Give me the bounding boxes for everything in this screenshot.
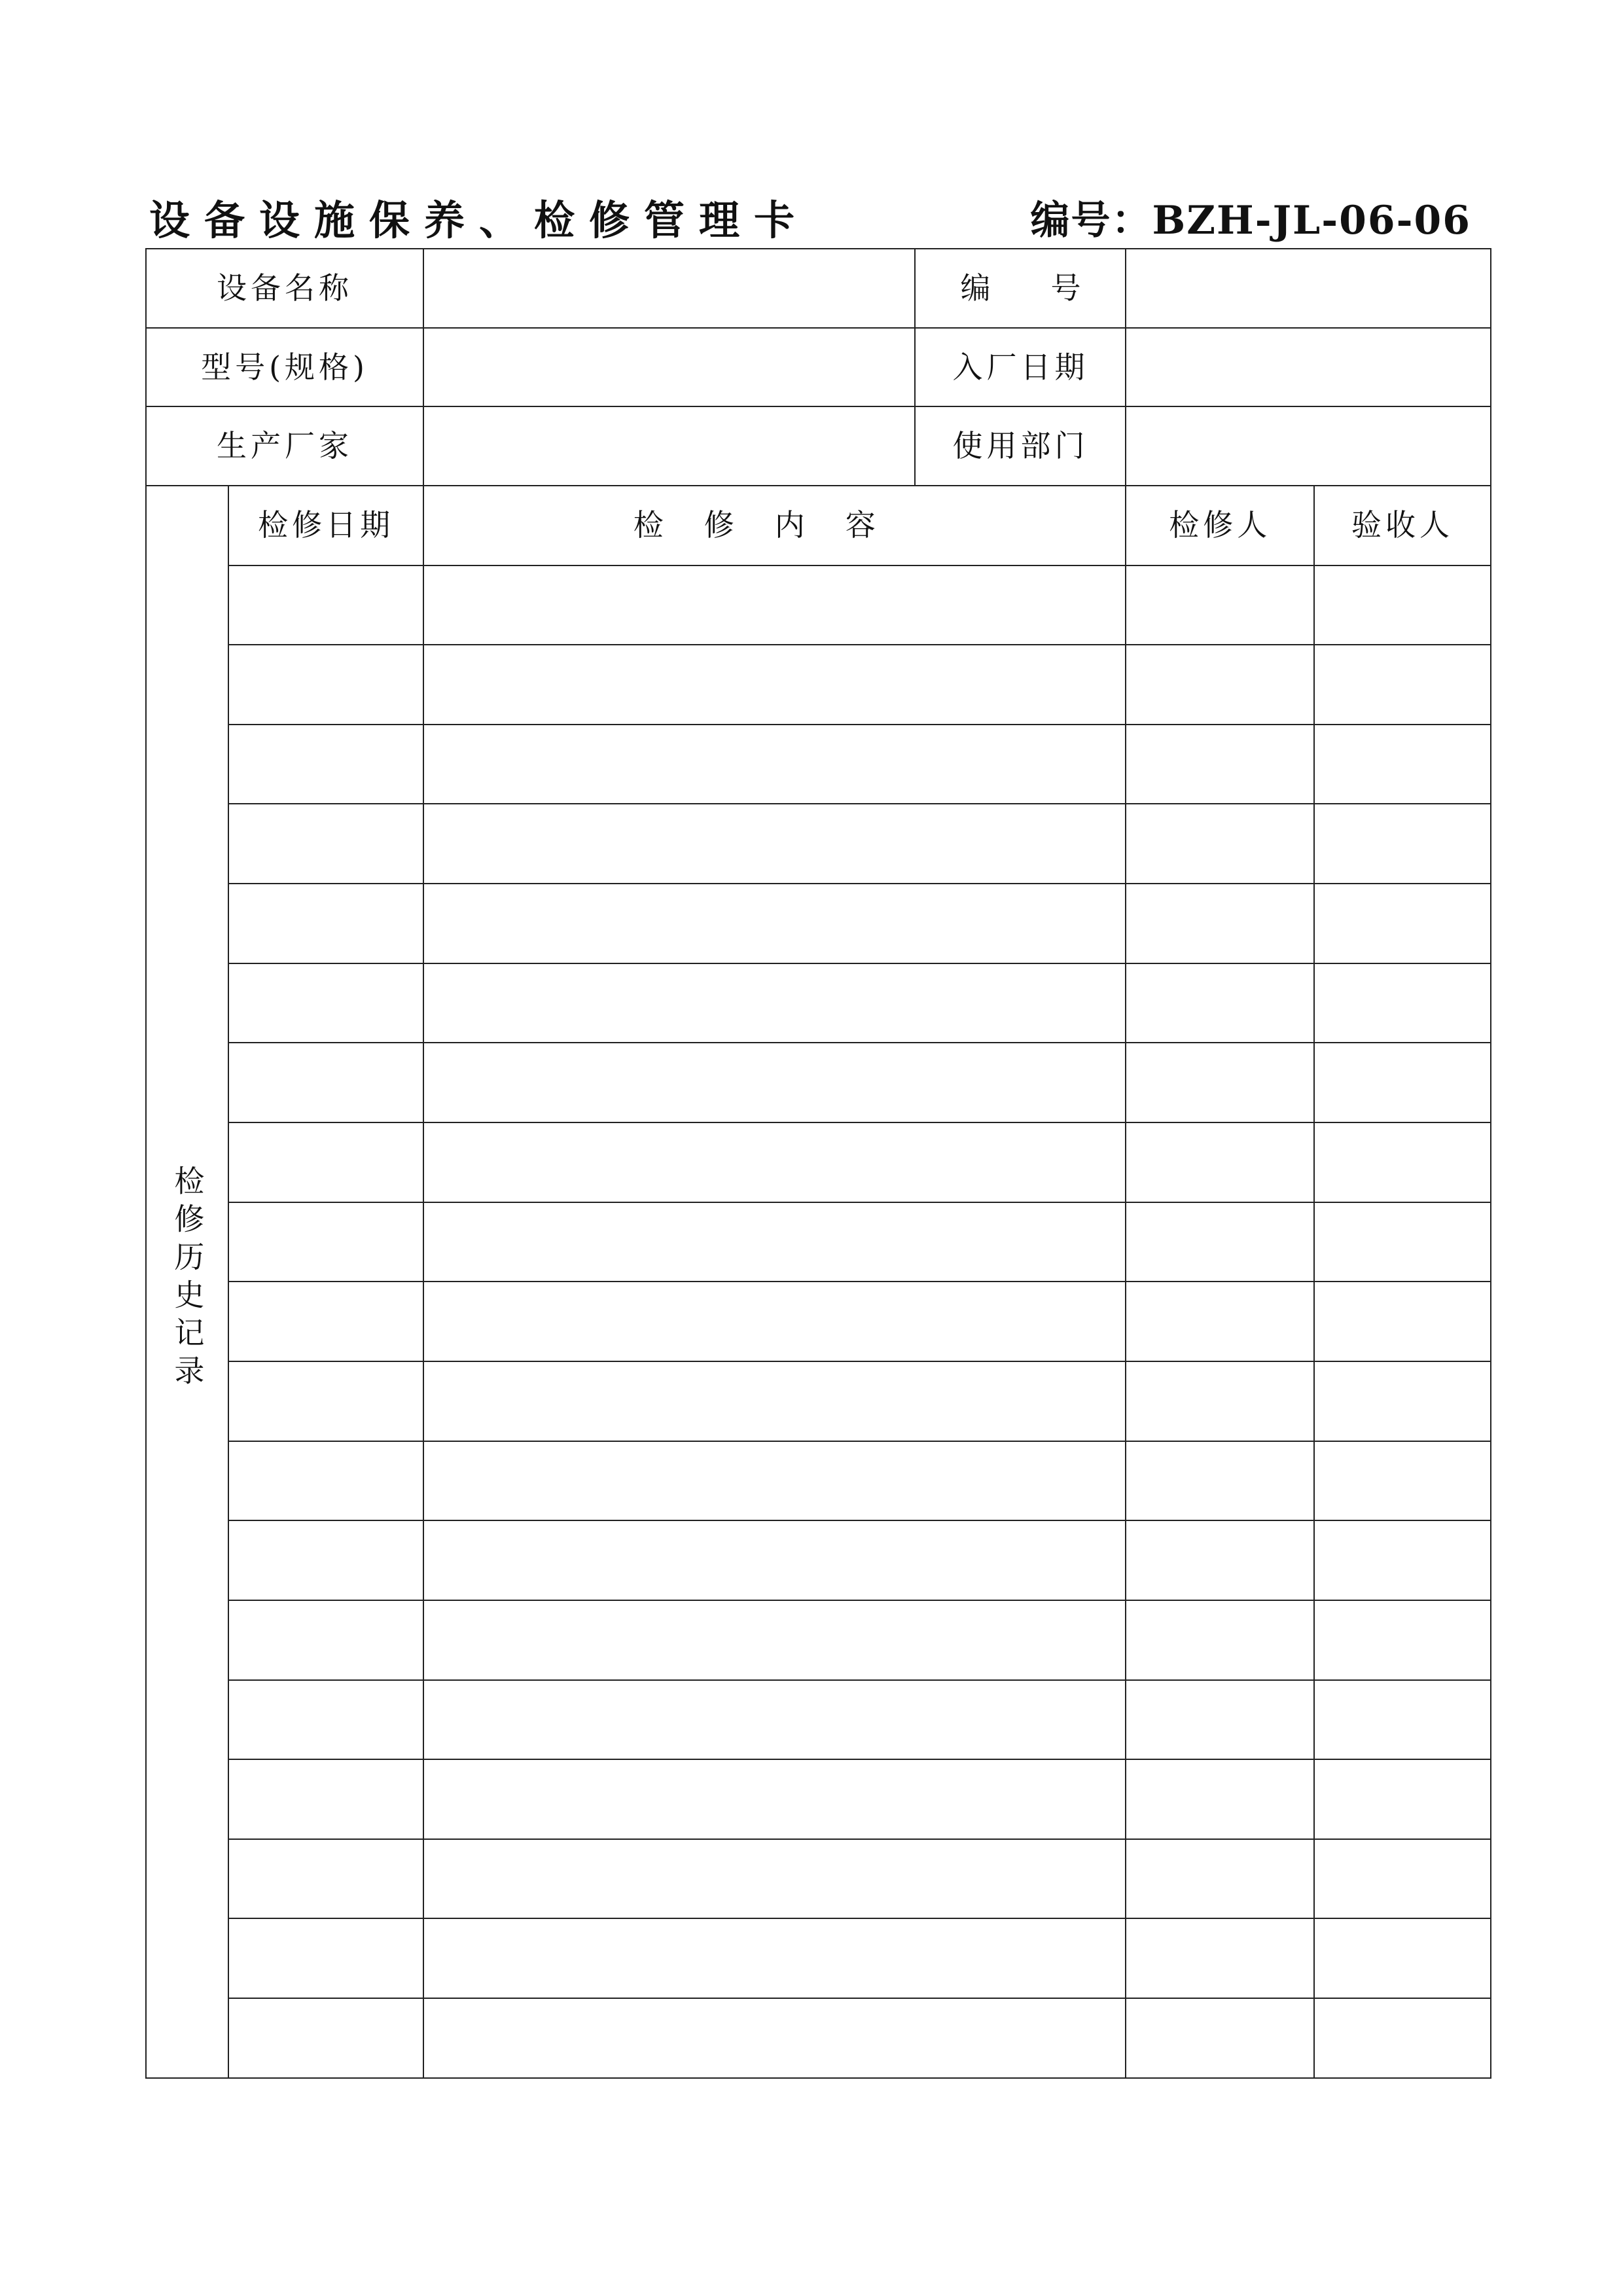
info-row-2 [146,328,1491,407]
history-acceptor-cell[interactable] [1314,1680,1491,1760]
history-repairer-cell[interactable] [1126,1759,1314,1839]
table-row [146,1520,1491,1600]
table-row [146,1202,1491,1282]
history-date-cell[interactable] [228,1520,423,1600]
table-row [146,1282,1491,1361]
history-content-cell[interactable] [423,963,1126,1043]
history-acceptor-cell[interactable] [1314,1282,1491,1361]
history-date-cell[interactable] [228,725,423,804]
history-repairer-cell[interactable] [1126,1122,1314,1202]
history-date-cell[interactable] [228,804,423,884]
history-content-cell[interactable] [423,804,1126,884]
table-row [146,565,1491,645]
table-row [146,1680,1491,1760]
history-acceptor-cell[interactable] [1314,963,1491,1043]
history-content-cell[interactable] [423,1998,1126,2078]
equipment-name-label: 设备名称 [146,249,423,328]
history-content-cell[interactable] [423,1759,1126,1839]
history-repairer-cell[interactable] [1126,884,1314,963]
model-field[interactable] [423,328,915,407]
table-row [146,1361,1491,1441]
history-acceptor-cell[interactable] [1314,725,1491,804]
table-row [146,1441,1491,1521]
table-row [146,725,1491,804]
history-repairer-cell[interactable] [1126,725,1314,804]
table-row [146,1122,1491,1202]
history-date-cell[interactable] [228,565,423,645]
column-header-repairer: 检修人 [1126,486,1314,565]
history-content-cell[interactable] [423,565,1126,645]
history-repairer-cell[interactable] [1126,1043,1314,1122]
history-content-cell[interactable] [423,1520,1126,1600]
history-acceptor-cell[interactable] [1314,1520,1491,1600]
number-field[interactable] [1126,249,1491,328]
history-repairer-cell[interactable] [1126,1998,1314,2078]
history-content-cell[interactable] [423,1361,1126,1441]
table-row [146,1600,1491,1680]
manufacturer-field[interactable] [423,406,915,486]
history-repairer-cell[interactable] [1126,565,1314,645]
history-date-cell[interactable] [228,963,423,1043]
history-acceptor-cell[interactable] [1314,1600,1491,1680]
history-repairer-cell[interactable] [1126,1520,1314,1600]
column-header-content: 检修内容 [423,486,1126,565]
manufacturer-label: 生产厂家 [146,406,423,486]
department-label: 使用部门 [915,406,1126,486]
history-acceptor-cell[interactable] [1314,804,1491,884]
history-header-row [146,486,1491,565]
history-repairer-cell[interactable] [1126,804,1314,884]
history-acceptor-cell[interactable] [1314,1361,1491,1441]
table-row [146,645,1491,725]
history-repairer-cell[interactable] [1126,1282,1314,1361]
history-repairer-cell[interactable] [1126,645,1314,725]
history-acceptor-cell[interactable] [1314,1202,1491,1282]
history-content-cell[interactable] [423,1282,1126,1361]
history-content-cell[interactable] [423,645,1126,725]
history-acceptor-cell[interactable] [1314,1998,1491,2078]
equipment-name-field[interactable] [423,249,915,328]
history-repairer-cell[interactable] [1126,1680,1314,1760]
info-row-1 [146,249,1491,328]
maintenance-card-table [145,248,1491,2079]
table-row [146,1043,1491,1122]
history-date-cell[interactable] [228,1441,423,1521]
model-label: 型号(规格) [146,328,423,407]
history-content-cell[interactable] [423,1680,1126,1760]
history-date-cell[interactable] [228,1998,423,2078]
table-row [146,1998,1491,2078]
history-date-cell[interactable] [228,1600,423,1680]
history-repairer-cell[interactable] [1126,1918,1314,1998]
history-content-cell[interactable] [423,1839,1126,1919]
history-content-cell[interactable] [423,1043,1126,1122]
column-header-date: 检修日期 [228,486,423,565]
history-content-cell[interactable] [423,1600,1126,1680]
history-content-cell[interactable] [423,1918,1126,1998]
history-repairer-cell[interactable] [1126,1441,1314,1521]
table-row [146,1839,1491,1919]
history-date-cell[interactable] [228,1361,423,1441]
document-number: 编号：BZH-JL-06-06 [1030,198,1471,243]
history-section-label [146,486,228,2078]
department-field[interactable] [1126,406,1491,486]
factory-date-label: 入厂日期 [915,328,1126,407]
history-date-cell[interactable] [228,1282,423,1361]
history-date-cell[interactable] [228,1680,423,1760]
history-date-cell[interactable] [228,1043,423,1122]
history-acceptor-cell[interactable] [1314,1839,1491,1919]
history-content-cell[interactable] [423,1122,1126,1202]
history-content-cell[interactable] [423,1441,1126,1521]
history-acceptor-cell[interactable] [1314,884,1491,963]
history-acceptor-cell[interactable] [1314,565,1491,645]
table-row [146,963,1491,1043]
column-header-acceptor: 验收人 [1314,486,1491,565]
history-acceptor-cell[interactable] [1314,1918,1491,1998]
info-row-3 [146,406,1491,486]
history-date-cell[interactable] [228,645,423,725]
history-date-cell[interactable] [228,884,423,963]
history-repairer-cell[interactable] [1126,1202,1314,1282]
history-date-cell[interactable] [228,1122,423,1202]
history-acceptor-cell[interactable] [1314,1441,1491,1521]
history-date-cell[interactable] [228,1918,423,1998]
history-acceptor-cell[interactable] [1314,1122,1491,1202]
history-section-text: 检修历史记录 [169,1164,205,1393]
history-repairer-cell[interactable] [1126,1600,1314,1680]
table-row [146,1759,1491,1839]
history-content-cell[interactable] [423,1202,1126,1282]
history-content-cell[interactable] [423,884,1126,963]
page-title: 设备设施保养、检修管理卡 [149,196,810,244]
history-acceptor-cell[interactable] [1314,645,1491,725]
history-content-cell[interactable] [423,725,1126,804]
history-acceptor-cell[interactable] [1314,1043,1491,1122]
history-acceptor-cell[interactable] [1314,1759,1491,1839]
history-date-cell[interactable] [228,1202,423,1282]
history-repairer-cell[interactable] [1126,1839,1314,1919]
table-row [146,884,1491,963]
factory-date-field[interactable] [1126,328,1491,407]
history-date-cell[interactable] [228,1839,423,1919]
history-repairer-cell[interactable] [1126,1361,1314,1441]
table-row [146,1918,1491,1998]
table-row [146,804,1491,884]
history-date-cell[interactable] [228,1759,423,1839]
history-repairer-cell[interactable] [1126,963,1314,1043]
number-label: 编 号 [915,249,1126,328]
